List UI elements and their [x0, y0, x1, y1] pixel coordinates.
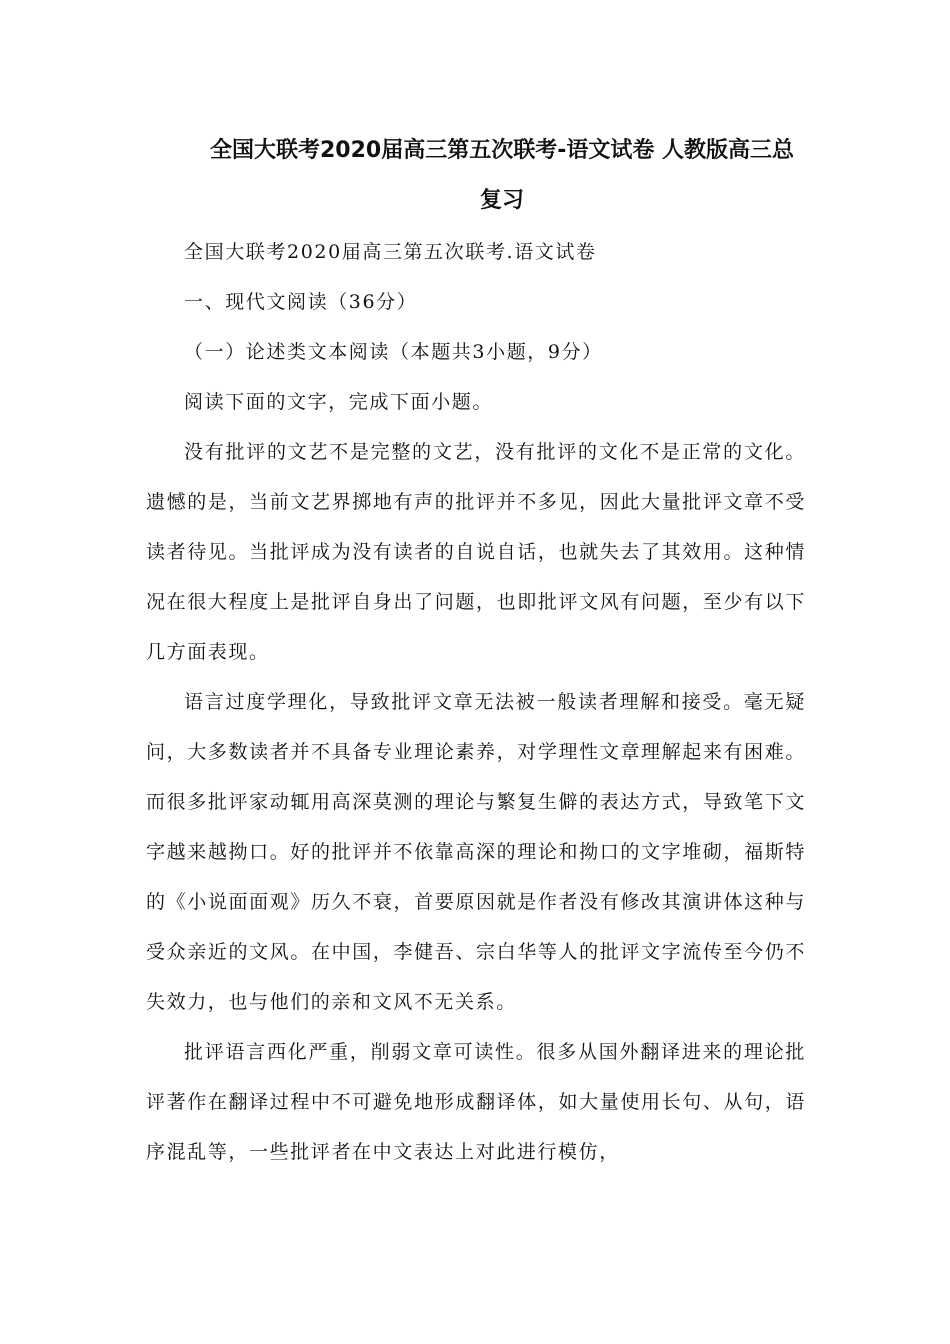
body-paragraph-3: 批评语言西化严重，削弱文章可读性。很多从国外翻译进来的理论批评著作在翻译过程中不可避免地形成翻译体，如大量使用长句、从句，语序混乱等，一些批评者在中文表达上对此进行模仿，	[146, 1041, 806, 1163]
section-heading: 一、现代文阅读（36分）	[184, 291, 418, 313]
body-paragraph-2: 语言过度学理化，导致批评文章无法被一般读者理解和接受。毫无疑问，大多数读者并不具备专业理论素养，对学理性文章理解起来有困难。而很多批评家动辄用高深莫测的理论与繁复生僻的表达方式，导致笔下文字越来越拗口。好的批评并不依靠高深的理论和拗口的文字堆砌，福斯特的《小说面面观》历久不衰，首要原因就是作者没有修改其演讲体这种与受众亲近的文风。在中国，李健吾、宗白华等人的批评文字流传至今仍不失效力，也与他们的亲和文风不无关系。	[146, 691, 806, 1013]
body-paragraph-1: 没有批评的文艺不是完整的文艺，没有批评的文化不是正常的文化。遗憾的是，当前文艺界掷地有声的批评并不多见，因此大量批评文章不受读者待见。当批评成为没有读者的自说自话，也就失去了其效用。这种情况在很大程度上是批评自身出了问题，也即批评文风有问题，至少有以下几方面表现。	[146, 441, 806, 663]
title-line-1: 全国大联考2020届高三第五次联考-语文试卷 人教版高三总	[209, 138, 795, 163]
exam-subtitle: 全国大联考2020届高三第五次联考.语文试卷	[184, 241, 597, 263]
title-line-2: 复习	[479, 188, 524, 213]
document-body	[146, 227, 806, 1177]
document-title	[146, 126, 858, 226]
subsection-heading: （一）论述类文本阅读（本题共3小题，9分）	[184, 341, 603, 363]
reading-instruction: 阅读下面的文字，完成下面小题。	[184, 391, 494, 413]
